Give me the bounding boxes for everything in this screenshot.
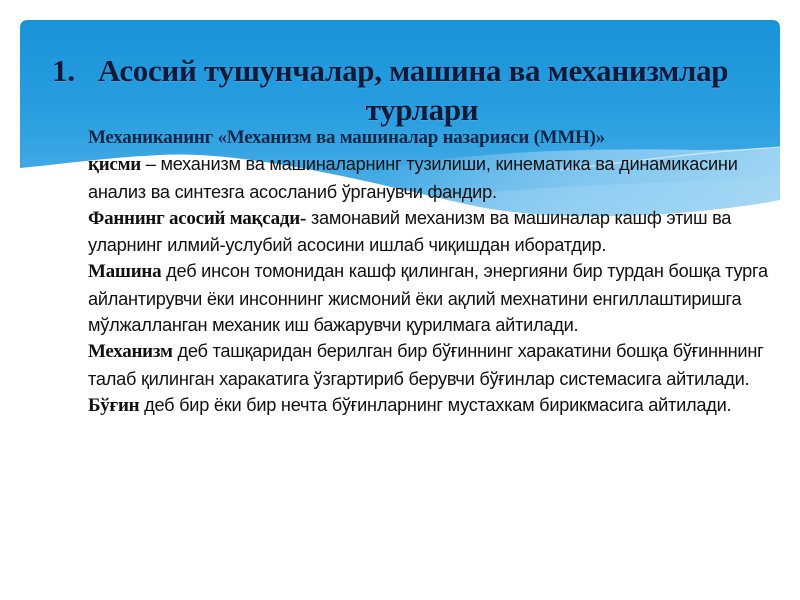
slide-title [44, 51, 764, 129]
paragraph-mechanism-definition [88, 338, 768, 392]
term-qismi: қисми [88, 154, 141, 176]
paragraph-text: деб ташқаридан берилган бир бўғиннинг харакатини бошқа бўғинннинг талаб қилинган харакатига ўзгартириб берувчи бўғинлар системасига айтилади. [88, 341, 764, 389]
paragraph-text: – механизм ва машиналарнинг тузилиши, кинематика ва динамикасини анализ ва синтезга асосланиб ўрганувчи фандир. [88, 154, 738, 202]
term-mechanism: Механизм [88, 341, 173, 363]
term-course-goal: Фаннинг асосий мақсади- [88, 207, 307, 229]
slide-body [88, 124, 768, 419]
paragraph-text: замонавий механизм ва машиналар кашф этиш ва уларнинг илмий-услубий асосини ишлаб чиқишдан иборатдир. [88, 207, 732, 256]
term-mmn-heading: Механиканинг «Механизм ва машиналар назарияси (ММН)» [88, 127, 605, 148]
title-line-2: турлари [365, 92, 479, 127]
paragraph-text: деб бир ёки бир нечта бўғинларнинг мустахкам бирикмасига айтилади. [139, 394, 732, 415]
term-machine: Машина [88, 261, 162, 283]
title-line-1: Асосий тушунчалар, машина ва механизмлар [98, 53, 729, 88]
paragraph-text: деб инсон томонидан кашф қилинган, энергияни бир турдан бошқа турга айлантирувчи ёки инсоннинг жисмоний ёки ақлий мехнатини енгиллаштиришга мўлжалланган механик иш бажарувчи қурилмага айтилади. [88, 261, 768, 336]
paragraph-course-goal [88, 205, 768, 259]
paragraph-link-definition [88, 392, 768, 419]
paragraph-machine-definition [88, 258, 768, 338]
title-number: 1. [52, 53, 75, 88]
term-link: Бўғин [88, 394, 140, 416]
paragraph-mmn-definition [88, 124, 768, 205]
